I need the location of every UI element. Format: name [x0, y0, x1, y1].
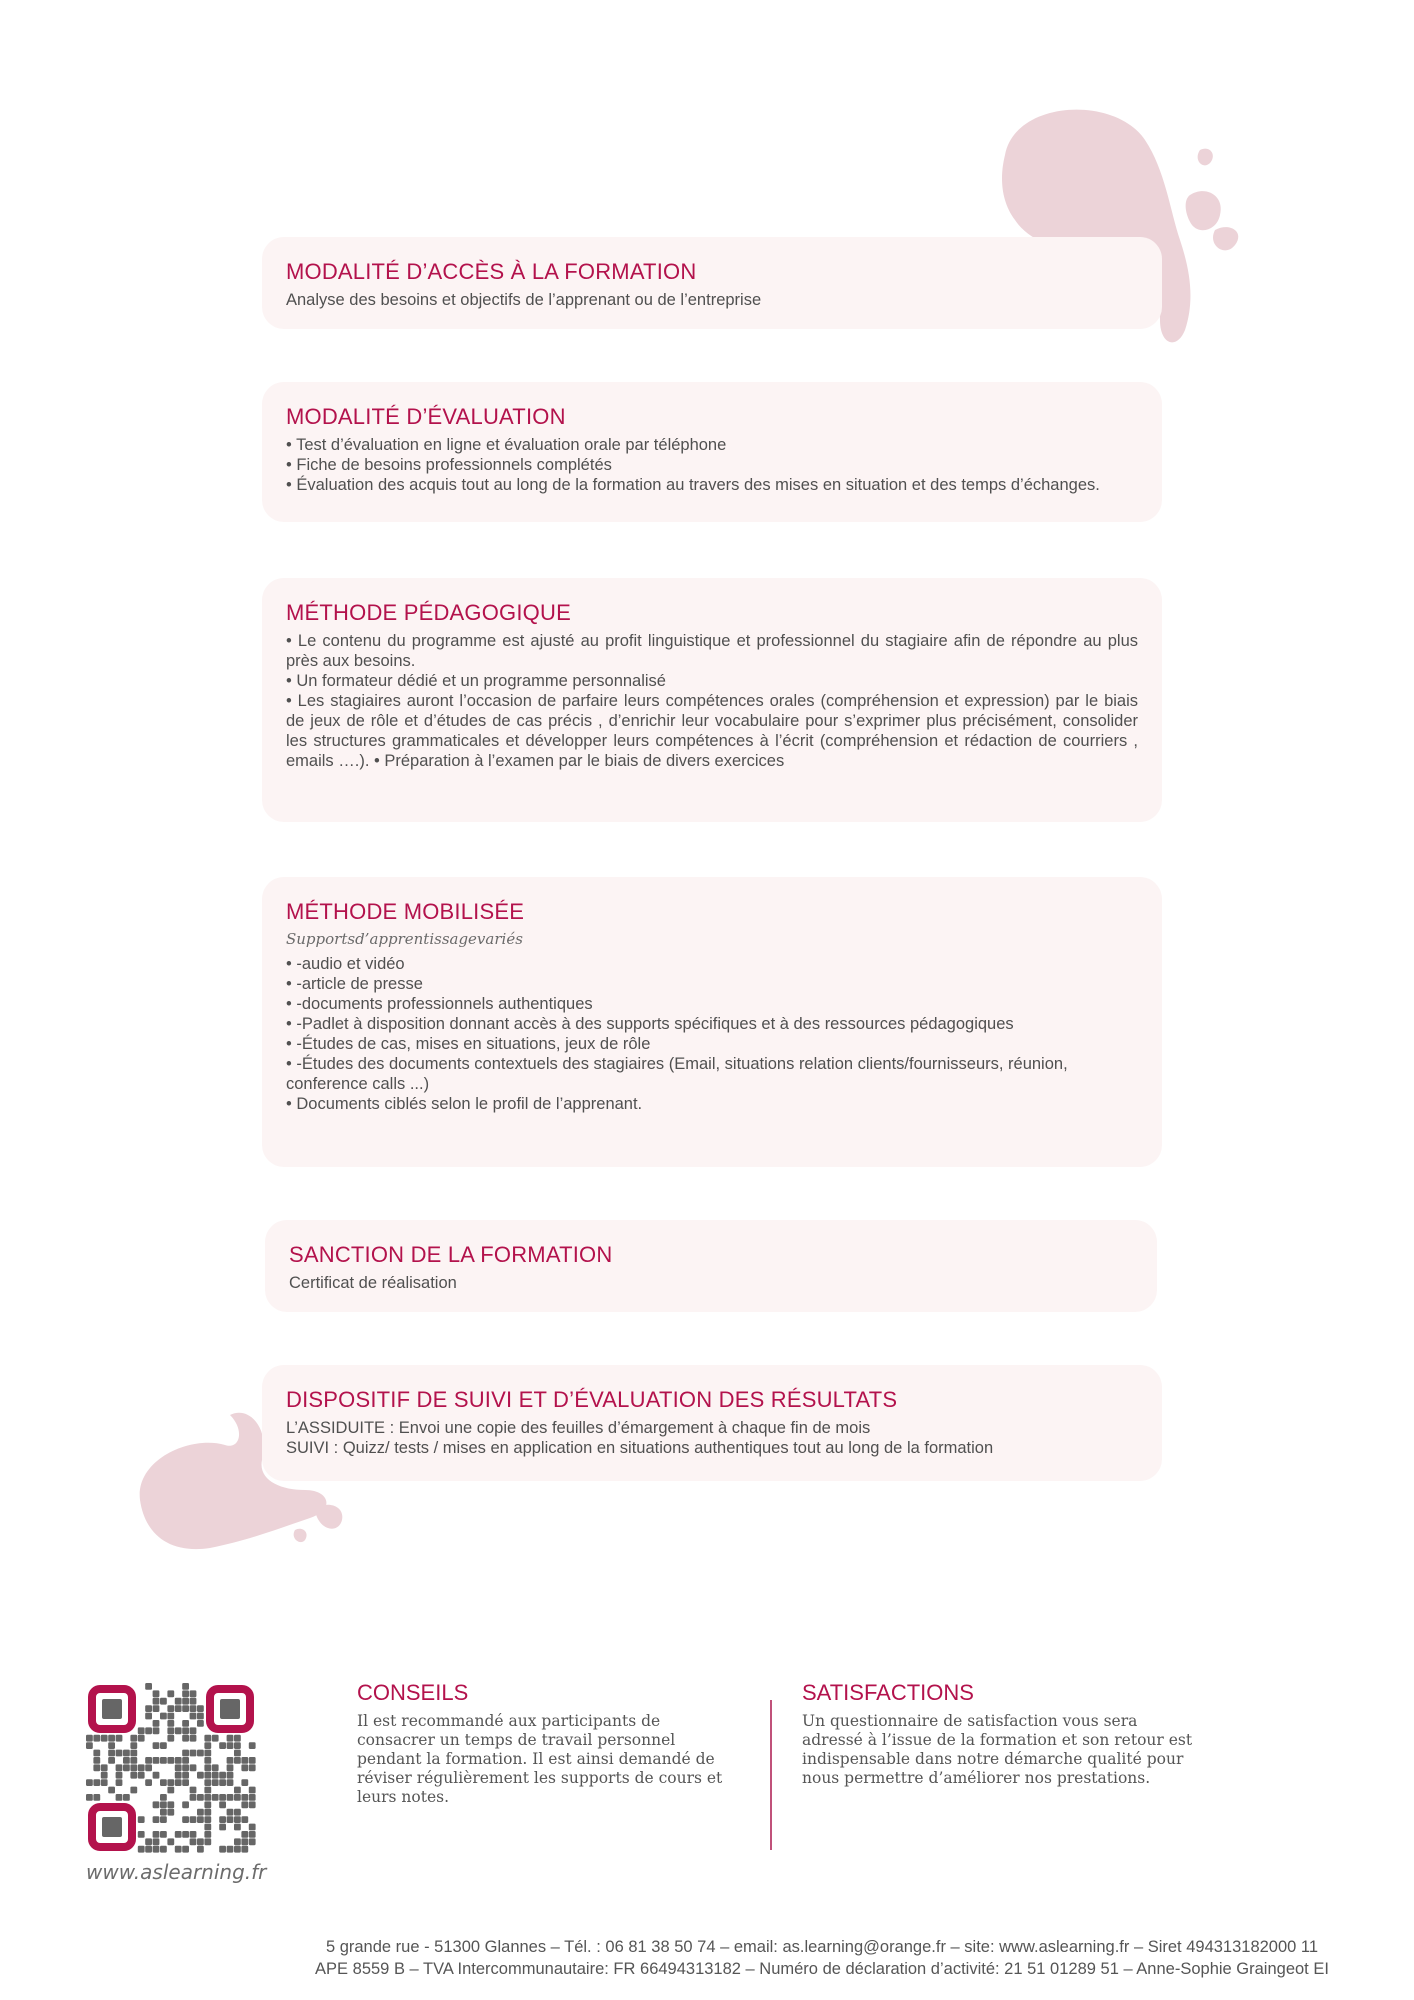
satisfaction-text: Un questionnaire de satisfaction vous sera adressé à l’issue de la formation et son retour est indispensable dans notre démarche qualité pour nous permettre d’améliorer nos prestations.	[802, 1712, 1193, 1787]
section-access	[262, 237, 1162, 329]
list-item: • -Études de cas, mises en situations, jeux de rôle	[286, 1035, 651, 1053]
section-followup	[262, 1365, 1162, 1481]
satisfaction-title: SATISFACTIONS	[802, 1680, 974, 1705]
section-title: MODALITÉ D’ACCÈS À LA FORMATION	[286, 259, 697, 284]
list-item: • -Padlet à disposition donnant accès à des supports spécifiques et à des ressources pédagogiques	[286, 1015, 1014, 1033]
section-text: Certificat de réalisation	[289, 1274, 457, 1292]
section-line: L’ASSIDUITE : Envoi une copie des feuilles d’émargement à chaque fin de mois	[286, 1419, 871, 1437]
list-item: • Un formateur dédié et un programme personnalisé	[286, 672, 666, 690]
section-title: MÉTHODE MOBILISÉE	[286, 899, 525, 924]
satisfaction-block	[802, 1680, 1202, 1788]
section-line: SUIVI : Quizz/ tests / mises en application en situations authentiques tout au long de la formation	[286, 1439, 994, 1457]
list-item: • -article de presse	[286, 975, 423, 993]
section-pedagogy	[262, 578, 1162, 822]
section-sanction	[265, 1220, 1157, 1312]
section-methods	[262, 877, 1162, 1167]
section-title: SANCTION DE LA FORMATION	[289, 1242, 613, 1267]
footer-line: 5 grande rue - 51300 Glannes – Tél. : 06 81 38 50 74 – email: as.learning@orange.fr – site: www.aslearning.fr – Siret 494313182000 11	[325, 1938, 1319, 1956]
section-title: MÉTHODE PÉDAGOGIQUE	[286, 600, 571, 625]
list-item: • -Études des documents contextuels des stagiaires (Email, situations relation clients/fournisseurs, réunion, conference calls ...)	[286, 1055, 1068, 1093]
footer-line: APE 8559 B – TVA Intercommunautaire: FR 66494313182 – Numéro de déclaration d’activité: 21 51 01289 51 – Anne-Sophie Graingeot EI	[315, 1960, 1329, 1978]
list-item: • Évaluation des acquis tout au long de la formation au travers des mises en situation et des temps d’échanges.	[286, 476, 1100, 494]
section-text: Analyse des besoins et objectifs de l’apprenant ou de l’entreprise	[286, 291, 762, 309]
section-title: MODALITÉ D’ÉVALUATION	[286, 404, 566, 429]
advice-block	[357, 1680, 737, 1807]
advice-title: CONSEILS	[357, 1680, 469, 1705]
column-divider	[770, 1700, 772, 1850]
list-item: • -documents professionnels authentiques	[286, 995, 593, 1013]
list-item: • Test d’évaluation en ligne et évaluation orale par téléphone	[286, 436, 727, 454]
section-subtitle: Supportsd’apprentissagevariés	[286, 930, 523, 948]
footer	[0, 1936, 1414, 1980]
list-item: • Documents ciblés selon le profil de l’apprenant.	[286, 1095, 643, 1113]
list-item: • Les stagiaires auront l’occasion de parfaire leurs compétences orales (compréhension et expression) par le biais de jeux de rôle et d’études de cas précis , d’enrichir leur vocabulaire pour s’exprimer plus précisément, consolider les structures grammaticales et développer leurs compétences à l’écrit (compréhension et rédaction de courriers , emails ….). • Préparation à l’examen par le biais de divers exercices	[286, 692, 1138, 770]
list-item: • Le contenu du programme est ajusté au profit linguistique et professionnel du stagiaire afin de répondre au plus près aux besoins.	[286, 632, 1138, 670]
section-evaluation	[262, 382, 1162, 522]
qr-code-icon	[86, 1683, 256, 1853]
advice-text: Il est recommandé aux participants de consacrer un temps de travail personnel pendant la formation. Il est ainsi demandé de réviser régulièrement les supports de cours et leurs notes.	[357, 1712, 723, 1806]
website-link[interactable]: www.aslearning.fr	[86, 1860, 267, 1884]
list-item: • Fiche de besoins professionnels complétés	[286, 456, 612, 474]
list-item: • -audio et vidéo	[286, 955, 405, 973]
section-title: DISPOSITIF DE SUIVI ET D’ÉVALUATION DES RÉSULTATS	[286, 1387, 898, 1412]
